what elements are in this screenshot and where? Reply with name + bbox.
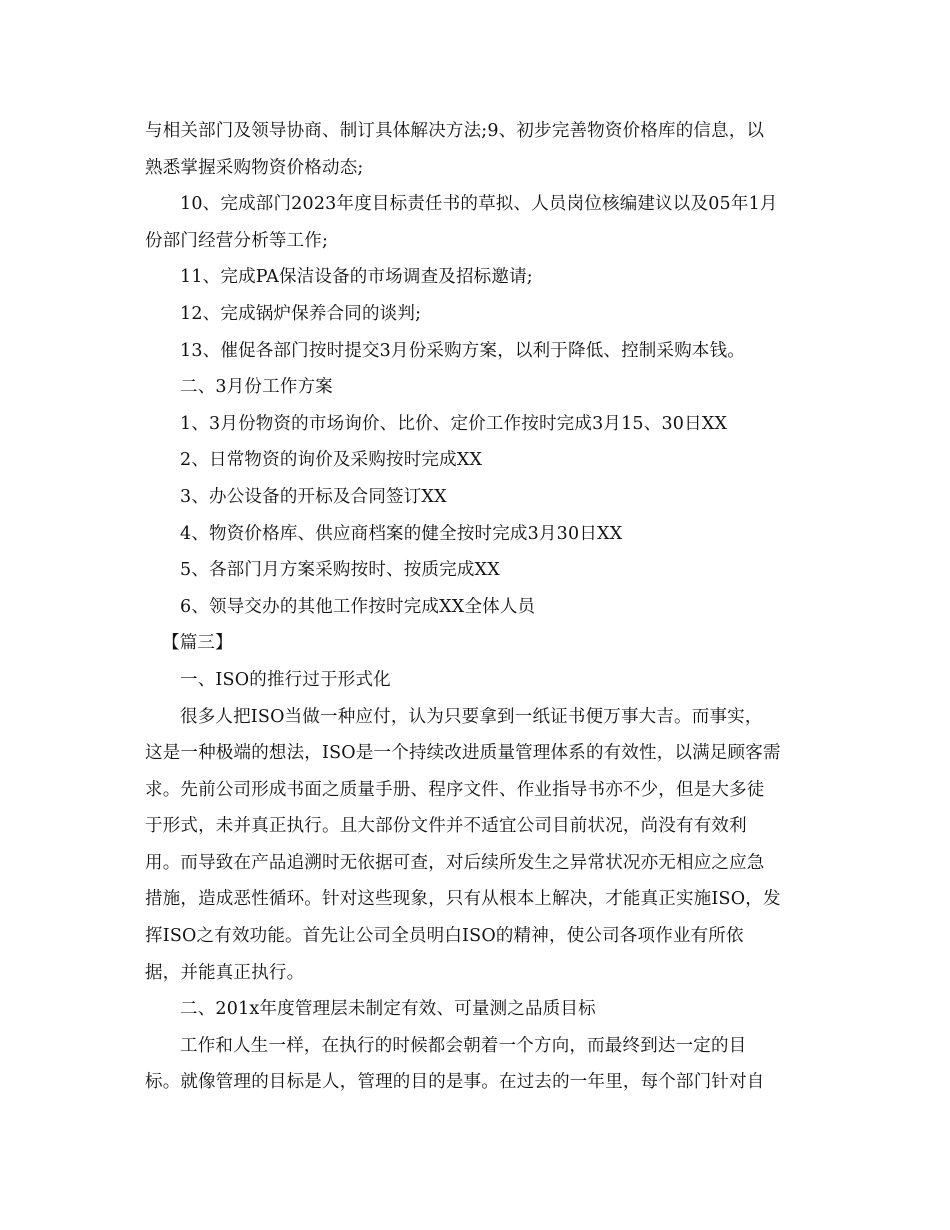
plan-item: 5、各部门月方案采购按时、按质完成XX: [180, 560, 500, 581]
document-body: [145, 113, 815, 1101]
text-line: 份部门经营分析等工作;: [145, 230, 329, 251]
section-heading: 一、ISO的推行过于形式化: [180, 669, 391, 690]
text-line: 11、完成PA保洁设备的市场调查及招标邀请;: [180, 267, 533, 288]
text-line: 据，并能真正执行。: [145, 962, 305, 983]
plan-item: 6、领导交办的其他工作按时完成XX全体人员: [180, 596, 536, 617]
section-heading: 二、3月份工作方案: [180, 377, 333, 398]
text-line: 很多人把ISO当做一种应付，认为只要拿到一纸证书便万事大吉。而事实，: [180, 706, 763, 727]
text-line: 13、催促各部门按时提交3月份采购方案，以利于降低、控制采购本钱。: [180, 340, 745, 361]
text-line: 求。先前公司形成书面之质量手册、程序文件、作业指导书亦不少，但是大多徒: [145, 779, 765, 800]
plan-item: 4、物资价格库、供应商档案的健全按时完成3月30日XX: [180, 523, 623, 544]
plan-item: 2、日常物资的询价及采购按时完成XX: [180, 450, 483, 471]
plan-item: 3、办公设备的开标及合同签订XX: [180, 486, 447, 507]
text-line: 熟悉掌握采购物资价格动态;: [145, 157, 364, 178]
section-heading: 二、201x年度管理层未制定有效、可量测之品质目标: [180, 999, 596, 1020]
text-line: 挥ISO之有效功能。首先让公司全员明白ISO的精神，使公司各项作业有所依: [145, 926, 744, 947]
text-line: 标。就像管理的目标是人，管理的目的是事。在过去的一年里，每个部门针对自: [145, 1072, 765, 1093]
text-line: 用。而导致在产品追溯时无依据可查，对后续所发生之异常状况亦无相应之应急: [145, 852, 765, 873]
text-line: 12、完成锅炉保养合同的谈判;: [180, 303, 422, 324]
text-line: 措施，造成恶性循环。针对这些现象，只有从根本上解决，才能真正实施ISO，发: [145, 889, 781, 910]
text-line: 10、完成部门2023年度目标责任书的草拟、人员岗位核编建议以及05年1月: [180, 194, 778, 215]
plan-item: 1、3月份物资的市场询价、比价、定价工作按时完成3月15、30日XX: [180, 413, 728, 434]
chapter-heading: 【篇三】: [162, 633, 233, 654]
text-line: 这是一种极端的想法，ISO是一个持续改进质量管理体系的有效性，以满足顾客需: [145, 743, 781, 764]
text-line: 于形式，未并真正执行。且大部份文件并不适宜公司目前状况，尚没有有效利: [145, 816, 747, 837]
text-line: 与相关部门及领导协商、制订具体解决方法;9、初步完善物资价格库的信息，以: [145, 121, 765, 141]
text-line: 工作和人生一样，在执行的时候都会朝着一个方向，而最终到达一定的目: [180, 1035, 747, 1056]
